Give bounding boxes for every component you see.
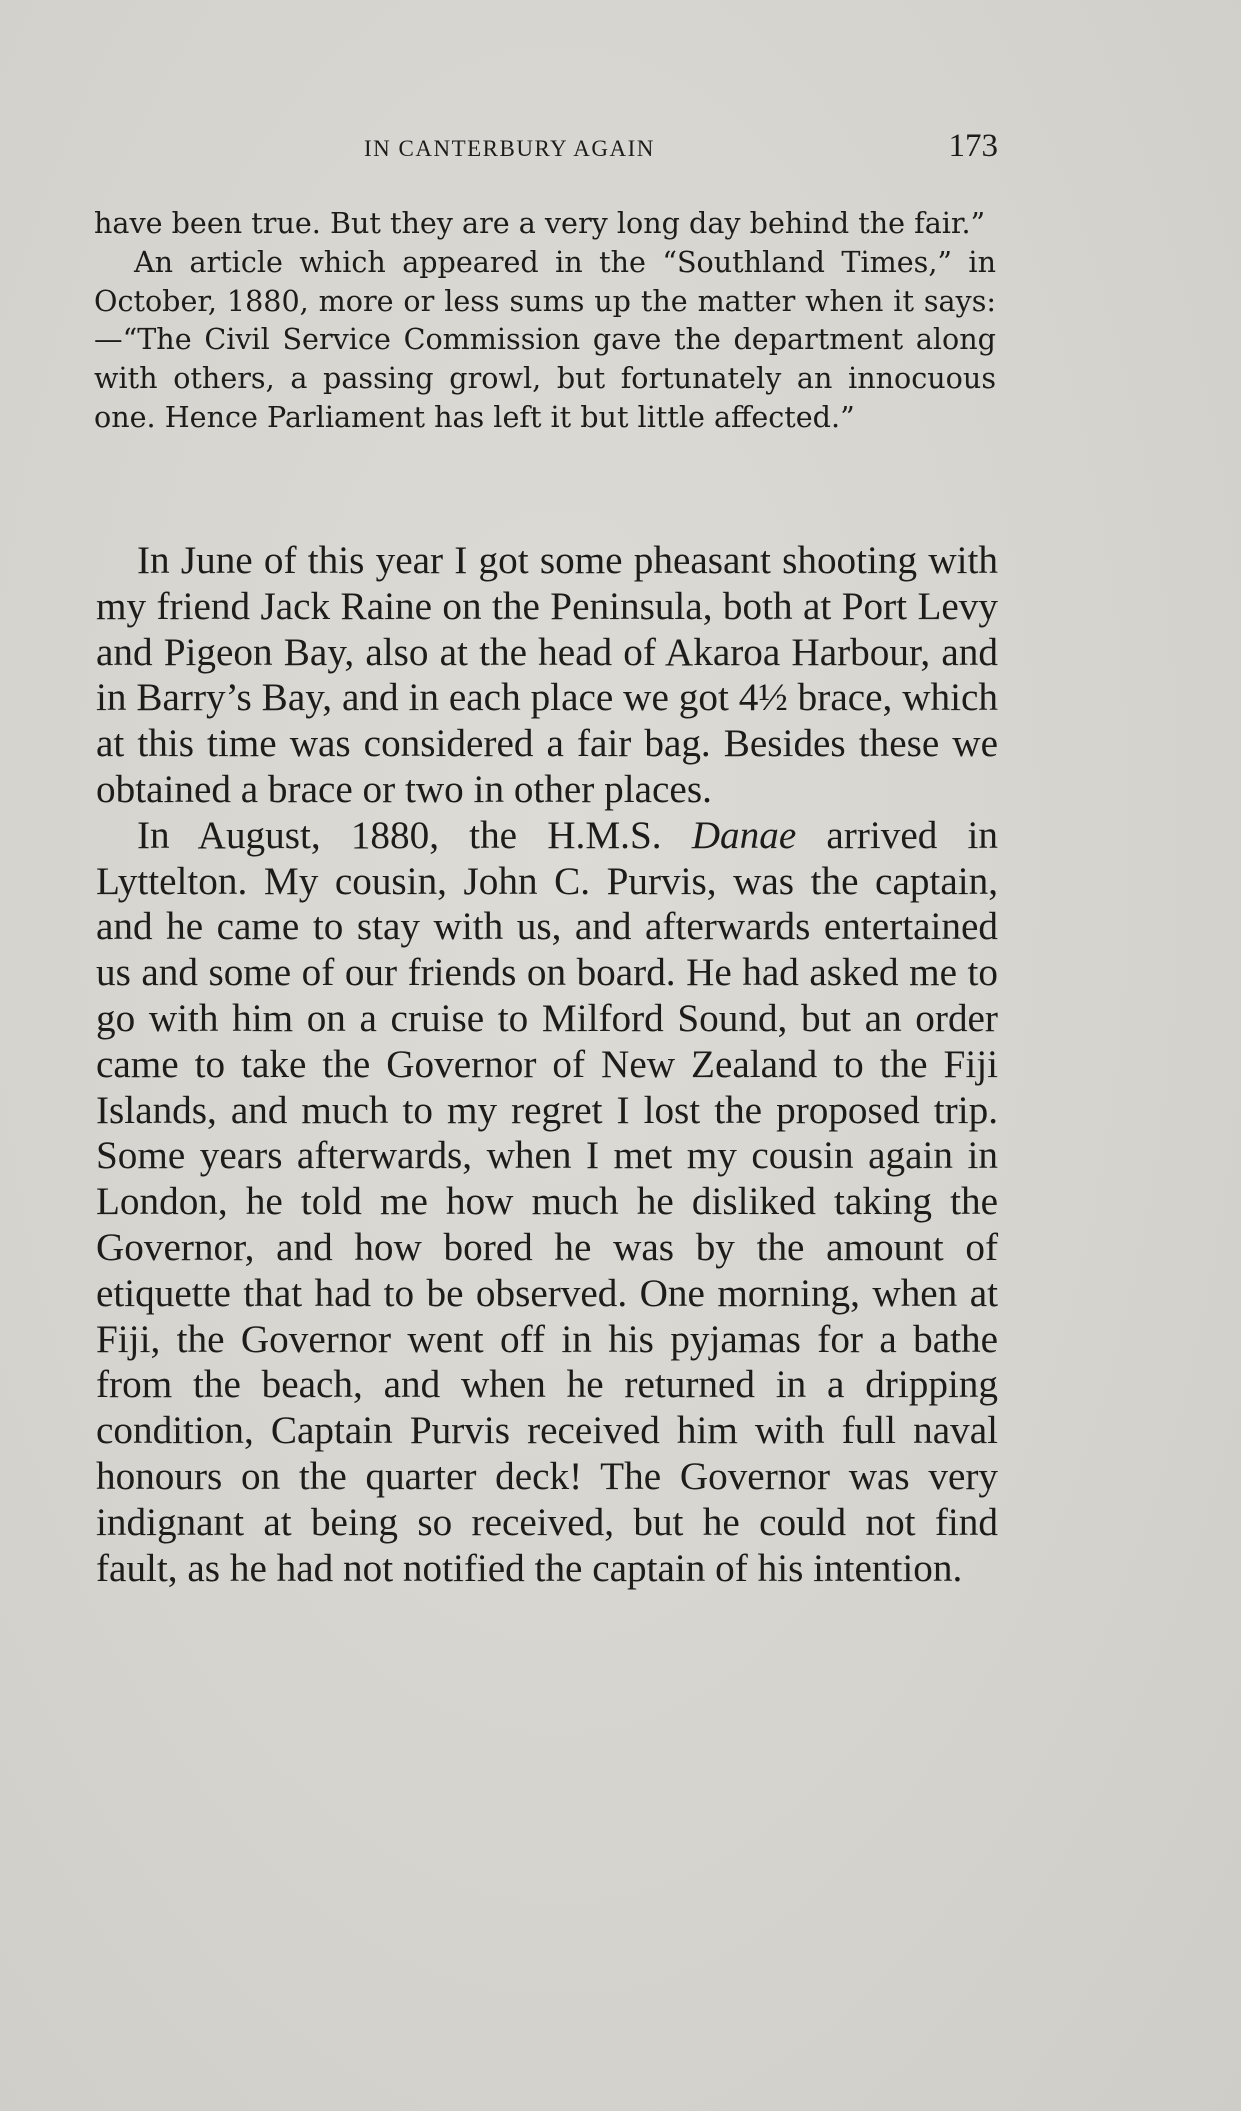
page-number: 173 [948, 128, 998, 164]
running-head: IN CANTERBURY AGAIN [364, 136, 655, 161]
quote-paragraph: An article which appeared in the “Southland Times,” in October, 1880, more or less sums up the matter when it says:—“The Civil Service Commission gave the department along with others, a passing growl, but fortunately an innocuous one. Hence Parliament has left it but little affected.” [94, 244, 996, 434]
body-text [96, 538, 998, 1591]
paragraph-2-rest: arrived in Lyttelton. My cousin, John C. Purvis, was the captain, and he came to stay with us, and afterwards entertained us and some of our friends on board. He had asked me to go with him on a cruise to Milford Sound, but an order came to take the Governor of New Zealand to the Fiji Islands, and much to my regret I lost the proposed trip. Some years afterwards, when I met my cousin again in London, he told me how much he disliked taking the Governor, and how bored he was by the amount of etiquette that had to be observed. One morning, when at Fiji, the Governor went off in his pyjamas for a bathe from the beach, and when he returned in a dripping condition, Captain Purvis received him with full naval honours on the quarter deck! The Governor was very indignant at being so received, but he could not find fault, as he had not notified the captain of his intention. [96, 813, 999, 1590]
paragraph-2-opening: In August, 1880, the H.M.S. [137, 813, 692, 857]
body-paragraph-2 [96, 813, 998, 1592]
quote-continuation: have been true. But they are a very long day behind the fair.” [94, 206, 986, 240]
page-header [96, 128, 998, 168]
body-paragraph-1: In June of this year I got some pheasant shooting with my friend Jack Raine on the Peninsula, both at Port Levy and Pigeon Bay, also at the head of Akaroa Harbour, and in Barry’s Bay, and in each place we got 4½ brace, which at this time was considered a fair bag. Besides these we obtained a brace or two in other places. [96, 539, 998, 811]
ship-name: Danae [691, 813, 797, 857]
quoted-extract [94, 204, 996, 437]
